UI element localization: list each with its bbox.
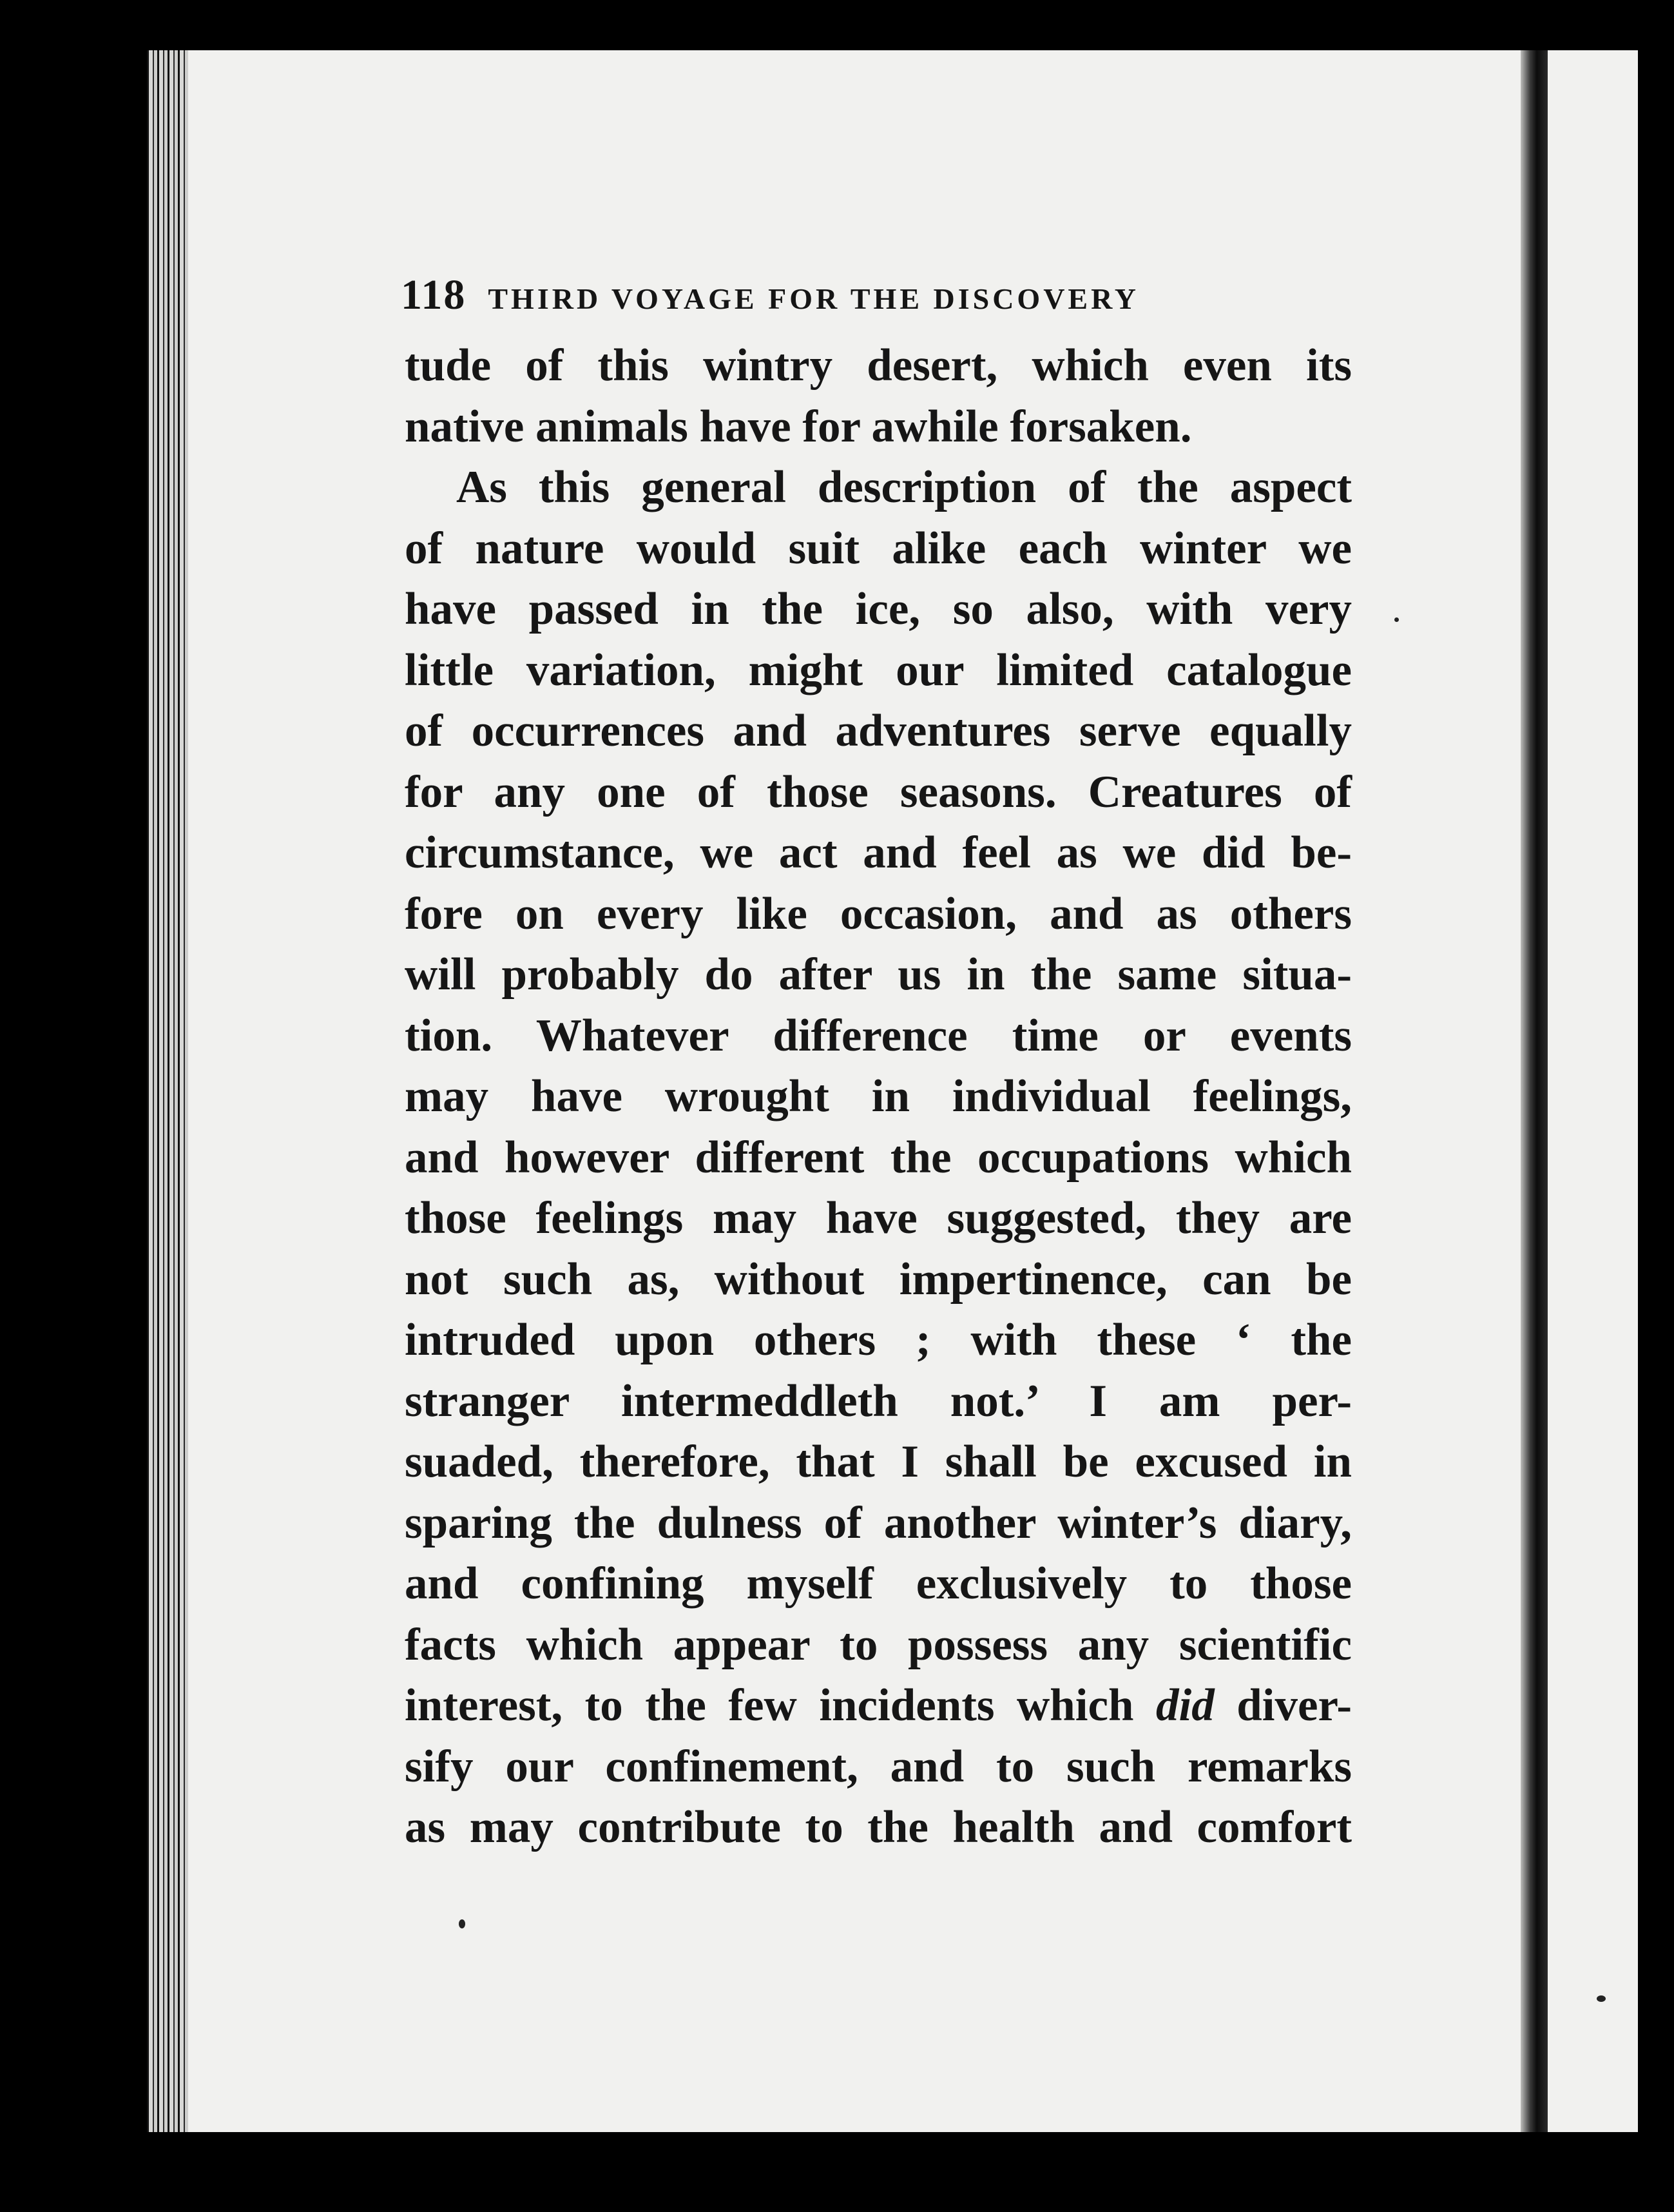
text-line: As this general description of the aspect: [456, 462, 1352, 512]
text-line: for any one of those seasons. Creatures of: [405, 766, 1352, 817]
text-line: intruded upon others ; with these ‘ the: [405, 1315, 1352, 1365]
page-number: 118: [401, 271, 467, 318]
body-text: [405, 335, 1352, 1858]
text-line: sparing the dulness of another winter’s diary,: [405, 1497, 1352, 1548]
italic-word: did: [1156, 1680, 1215, 1731]
ink-speck: [1597, 1995, 1606, 2002]
text-line: fore on every like occasion, and as others: [405, 888, 1352, 939]
page-gutter: [1521, 50, 1548, 2132]
binding-edge: [147, 50, 188, 2132]
text-line: will probably do after us in the same situa-: [405, 949, 1352, 1000]
text-line-start: interest, to the few incidents which: [405, 1680, 1134, 1731]
text-line: suaded, therefore, that I shall be excused in: [405, 1437, 1352, 1487]
ink-speck: [1394, 617, 1399, 622]
text-line: as may contribute to the health and comfort: [405, 1802, 1352, 1852]
text-line: may have wrought in individual feelings,: [405, 1071, 1352, 1121]
next-page-edge: [1548, 50, 1638, 2132]
text-line: of nature would suit alike each winter we: [405, 523, 1352, 574]
text-line: little variation, might our limited catalogue: [405, 645, 1352, 695]
text-line: [405, 1675, 1352, 1736]
text-line: and however different the occupations which: [405, 1132, 1352, 1183]
text-line: tion. Whatever difference time or events: [405, 1010, 1352, 1061]
text-line: circumstance, we act and feel as we did be-: [405, 828, 1352, 878]
text-line: and confining myself exclusively to those: [405, 1558, 1352, 1609]
text-line: those feelings may have suggested, they are: [405, 1193, 1352, 1243]
text-line-end: diver-: [1236, 1680, 1352, 1731]
running-head: [401, 271, 1380, 320]
text-line: tude of this wintry desert, which even its: [405, 340, 1352, 391]
text-line: of occurrences and adventures serve equally: [405, 706, 1352, 756]
text-line: not such as, without impertinence, can be: [405, 1254, 1352, 1305]
text-line: native animals have for awhile forsaken.: [405, 401, 1192, 452]
text-line: sify our confinement, and to such remarks: [405, 1741, 1352, 1792]
ink-speck: [459, 1919, 465, 1928]
text-line: facts which appear to possess any scientific: [405, 1619, 1352, 1670]
text-line: have passed in the ice, so also, with very: [405, 584, 1352, 634]
running-head-title: THIRD VOYAGE FOR THE DISCOVERY: [488, 282, 1139, 315]
text-line: stranger intermeddleth not.’ I am per-: [405, 1375, 1352, 1426]
